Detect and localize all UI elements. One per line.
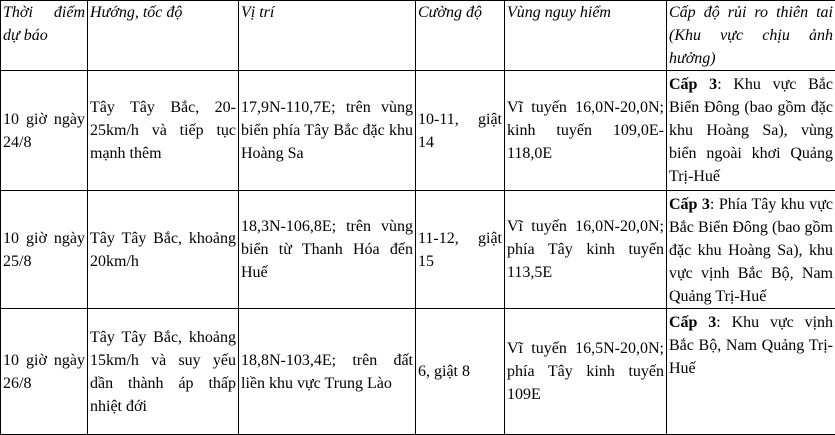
header-risk: Cấp độ rủi ro thiên tai (Khu vực chịu ảnh hưởng) [667, 1, 835, 71]
cell-time: 10 giờ ngày 25/8 [1, 191, 88, 309]
risk-level: Cấp 3 [669, 314, 716, 331]
cell-intensity: 6, giật 8 [416, 309, 505, 435]
cell-danger-zone: Vĩ tuyến 16,0N-20,0N; kinh tuyến 109,0E-118,0E [505, 71, 667, 191]
cell-danger-zone: Vĩ tuyến 16,0N-20,0N; phía Tây kinh tuyến 113,5E [505, 191, 667, 309]
header-time: Thời điểm dự báo [1, 1, 88, 71]
header-intensity: Cường độ [416, 1, 505, 71]
cell-risk [667, 309, 835, 435]
cell-danger-zone: Vĩ tuyến 16,5N-20,0N; phía Tây kinh tuyến 109E [505, 309, 667, 435]
risk-level: Cấp 3 [669, 196, 710, 213]
cell-risk [667, 191, 835, 309]
cell-position: 17,9N-110,7E; trên vùng biển phía Tây Bắc đặc khu Hoàng Sa [239, 71, 416, 191]
header-danger-zone: Vùng nguy hiểm [505, 1, 667, 71]
header-position: Vị trí [239, 1, 416, 71]
cell-intensity: 10-11, giật 14 [416, 71, 505, 191]
cell-risk [667, 71, 835, 191]
cell-direction: Tây Tây Bắc, khoảng 15km/h và suy yếu dần thành áp thấp nhiệt đới [88, 309, 239, 435]
table-row [1, 191, 835, 309]
risk-area: : Phía Tây khu vực Bắc Biển Đông (bao gồm đặc khu Hoàng Sa), khu vực vịnh Bắc Bộ, Nam Quảng Trị-Huế [669, 196, 833, 305]
header-row [1, 1, 835, 71]
cell-intensity: 11-12, giật 15 [416, 191, 505, 309]
cell-direction: Tây Tây Bắc, 20-25km/h và tiếp tục mạnh thêm [88, 71, 239, 191]
risk-level: Cấp 3 [669, 76, 717, 93]
cell-time: 10 giờ ngày 26/8 [1, 309, 88, 435]
cell-position: 18,3N-106,8E; trên vùng biển từ Thanh Hóa đến Huế [239, 191, 416, 309]
cell-position: 18,8N-103,4E; trên đất liền khu vực Trung Lào [239, 309, 416, 435]
cell-time: 10 giờ ngày 24/8 [1, 71, 88, 191]
table-row [1, 309, 835, 435]
header-direction: Hướng, tốc độ [88, 1, 239, 71]
risk-area: : Khu vực vịnh Bắc Bộ, Nam Quảng Trị-Huế [669, 314, 833, 377]
cell-direction: Tây Tây Bắc, khoảng 20km/h [88, 191, 239, 309]
risk-area: : Khu vực Bắc Biển Đông (bao gồm đặc khu Hoàng Sa), vùng biển ngoài khơi Quảng Trị-Huế [669, 76, 833, 185]
table-row [1, 71, 835, 191]
